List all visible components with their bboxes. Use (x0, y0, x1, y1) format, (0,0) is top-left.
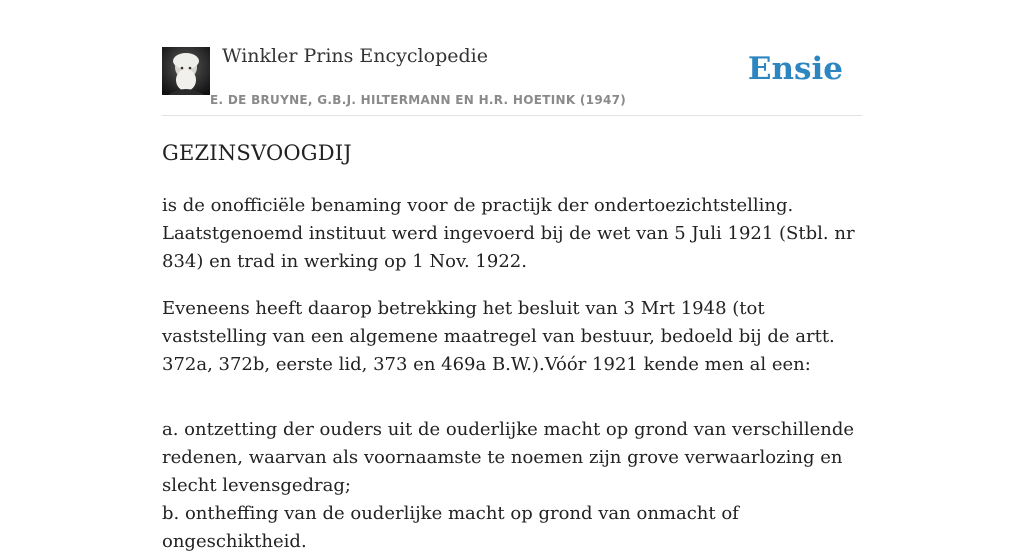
portrait-image (162, 47, 210, 95)
site-header (162, 45, 862, 116)
article-paragraph: Eveneens heeft daarop betrekking het besluit van 3 Mrt 1948 (tot vaststelling van een algemene maatregel van bestuur, bedoeld bij de artt. 372a, 372b, eerste lid, 373 en 469a B.W.).Vóór 1921 kende men al een: (162, 298, 835, 375)
article-body (162, 192, 862, 556)
article-paragraph: is de onofficiële benaming voor de practijk der ondertoezichtstelling. Laatstgenoemd instituut werd ingevoerd bij de wet van 5 Juli 1921 (Stbl. nr 834) en trad in werking op 1 Nov. 1922. (162, 195, 855, 272)
article-list (162, 416, 862, 556)
list-item: b. ontheffing van de ouderlijke macht op grond van onmacht of ongeschiktheid. (162, 503, 739, 552)
author-portrait-avatar (162, 47, 210, 95)
ensie-logo-link[interactable]: Ensie (747, 51, 843, 87)
list-item: a. ontzetting der ouders uit de ouderlijke macht op grond van verschillende redenen, waarvan als voornaamste te noemen zijn grove verwaarlozing en slecht levensgedrag; (162, 419, 855, 496)
site-name[interactable]: Winkler Prins Encyclopedie (222, 45, 488, 67)
authors-line: E. DE BRUYNE, G.B.J. HILTERMANN EN H.R. HOETINK (1947) (210, 93, 627, 107)
article-title: GEZINSVOOGDIJ (162, 141, 352, 165)
